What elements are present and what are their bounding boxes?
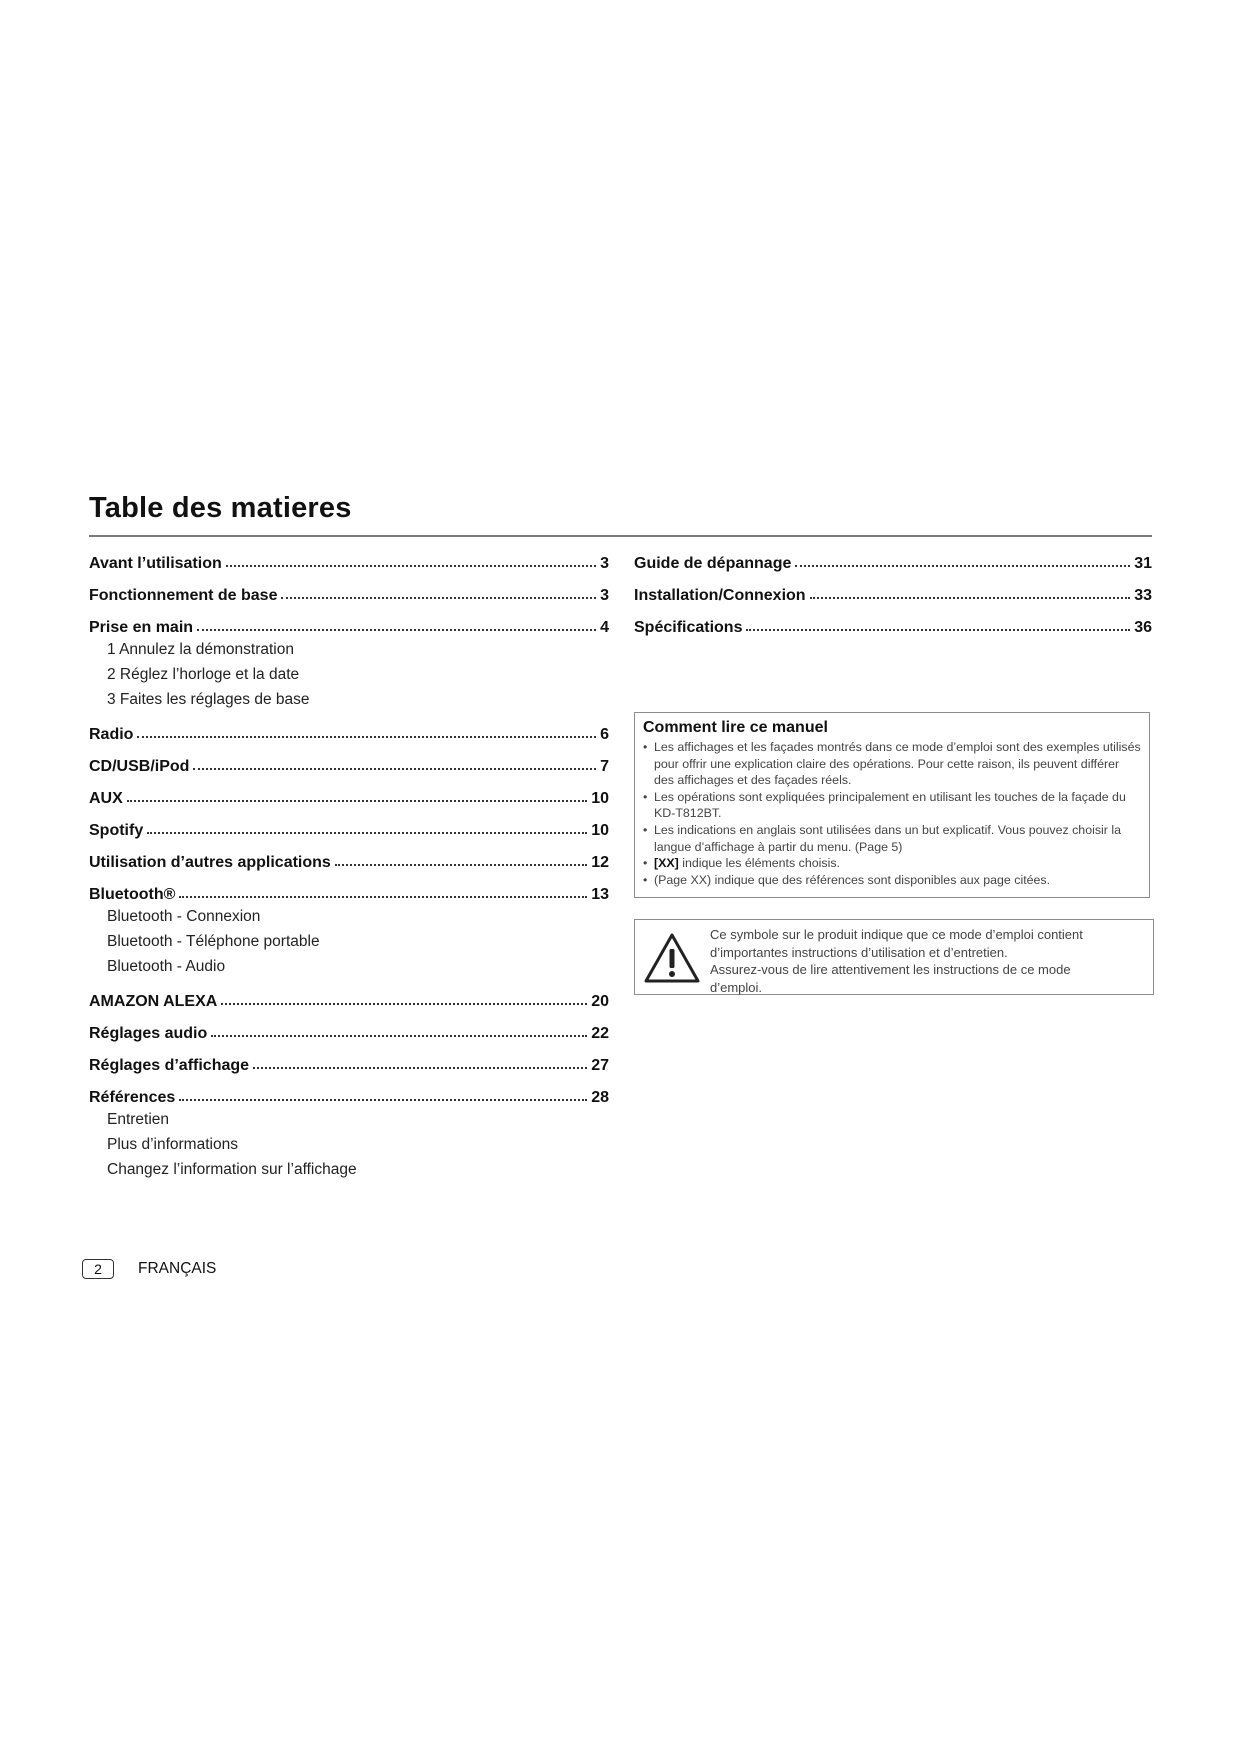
how-to-read-item: • Les opérations sont expliquées principalement en utilisant les touches de la façade du KD-T812BT. — [643, 789, 1141, 822]
toc-leader-dots — [281, 597, 596, 599]
toc-entry-page: 13 — [591, 886, 609, 903]
warning-line: Assurez-vous de lire attentivement les instructions de ce mode — [710, 962, 1071, 977]
toc-entry-page: 10 — [591, 790, 609, 807]
toc-leader-dots — [147, 832, 587, 834]
toc-leader-dots — [193, 768, 596, 770]
toc-entry-title: Spécifications — [634, 619, 743, 636]
toc-entry-title: Radio — [89, 726, 134, 743]
toc-leader-dots — [795, 565, 1130, 567]
toc-entry-title: Références — [89, 1089, 176, 1106]
toc-right-column — [634, 541, 1152, 637]
toc-entry-page: 20 — [591, 993, 609, 1010]
warning-line: d’emploi. — [710, 979, 763, 995]
toc-entry-page: 4 — [600, 619, 609, 636]
warning-box — [634, 919, 1154, 995]
toc-entry-title: Bluetooth® — [89, 886, 176, 903]
toc-left-column — [89, 541, 609, 1182]
toc-leader-dots — [179, 1099, 587, 1101]
toc-subsection-item[interactable]: Bluetooth - Audio — [107, 958, 226, 975]
toc-entry-page: 7 — [600, 758, 609, 775]
page-title: Table des matieres — [89, 492, 352, 524]
title-rule — [89, 535, 1152, 537]
toc-entry-page: 6 — [600, 726, 609, 743]
how-to-read-list — [643, 739, 1141, 888]
toc-subsection-list — [89, 1107, 609, 1182]
toc-entry-title: Spotify — [89, 822, 144, 839]
warning-triangle-icon — [643, 932, 701, 984]
toc-entry-page: 10 — [591, 822, 609, 839]
toc-entry-title: CD/USB/iPod — [89, 758, 190, 775]
toc-entry-avant-l-utilisation[interactable] — [89, 541, 609, 573]
selected-item-marker: [XX] — [654, 856, 679, 871]
toc-entry-page: 3 — [600, 587, 609, 604]
toc-entry-specifications[interactable] — [634, 605, 1152, 637]
toc-leader-dots — [226, 565, 596, 567]
toc-entry-radio[interactable] — [89, 712, 609, 744]
toc-subsection-item[interactable]: Bluetooth - Connexion — [107, 908, 261, 925]
toc-subsection-list — [89, 904, 609, 979]
toc-leader-dots — [211, 1035, 587, 1037]
toc-entry-page: 27 — [591, 1057, 609, 1074]
toc-entry-page: 33 — [1134, 587, 1152, 604]
toc-subsection-list — [89, 637, 609, 712]
toc-entry-page: 22 — [591, 1025, 609, 1042]
toc-subsection-item[interactable]: Bluetooth - Téléphone portable — [107, 933, 320, 950]
toc-entry-title: AUX — [89, 790, 123, 807]
how-to-read-item: • (Page XX) indique que des références sont disponibles aux page citées. — [643, 872, 1141, 889]
toc-entry-title: Réglages audio — [89, 1025, 208, 1042]
how-to-read-title: Comment lire ce manuel — [643, 719, 828, 736]
toc-entry-bluetooth[interactable] — [89, 872, 609, 904]
toc-entry-cd-usb-ipod[interactable] — [89, 744, 609, 776]
toc-entry-page: 31 — [1134, 555, 1152, 572]
toc-entry-page: 3 — [600, 555, 609, 572]
how-to-read-box — [634, 712, 1150, 898]
toc-entry-reglages-audio[interactable] — [89, 1011, 609, 1043]
warning-line: Ce symbole sur le produit indique que ce mode d’emploi contient — [710, 927, 1083, 942]
toc-entry-title: Guide de dépannage — [634, 555, 792, 572]
toc-entry-page: 12 — [591, 854, 609, 871]
toc-entry-title: Installation/Connexion — [634, 587, 806, 604]
warning-line: d’importantes instructions d’utilisation et d’entretien. — [710, 944, 1008, 960]
toc-subsection-item[interactable]: 2 Réglez l’horloge et la date — [107, 666, 300, 683]
toc-leader-dots — [197, 629, 596, 631]
page-footer — [82, 1258, 216, 1280]
toc-leader-dots — [335, 864, 587, 866]
toc-subsection-item[interactable]: 1 Annulez la démonstration — [107, 641, 294, 658]
toc-entry-prise-en-main[interactable] — [89, 605, 609, 637]
language-label: FRANÇAIS — [138, 1260, 217, 1277]
toc-leader-dots — [179, 896, 587, 898]
toc-subsection-item[interactable]: Changez l’information sur l’affichage — [107, 1161, 357, 1178]
toc-entry-title: Fonctionnement de base — [89, 587, 278, 604]
toc-entry-reglages-d-affichage[interactable] — [89, 1043, 609, 1075]
toc-leader-dots — [137, 736, 596, 738]
toc-entry-title: AMAZON ALEXA — [89, 993, 218, 1010]
toc-entry-references[interactable] — [89, 1075, 609, 1107]
toc-entry-title: Utilisation d’autres applications — [89, 854, 331, 871]
toc-leader-dots — [810, 597, 1131, 599]
toc-entry-title: Réglages d’affichage — [89, 1057, 250, 1074]
toc-entry-title: Prise en main — [89, 619, 194, 636]
toc-entry-spotify[interactable] — [89, 808, 609, 840]
toc-entry-guide-de-depannage[interactable] — [634, 541, 1152, 573]
toc-entry-amazon-alexa[interactable] — [89, 979, 609, 1011]
toc-subsection-item[interactable]: 3 Faites les réglages de base — [107, 691, 310, 708]
toc-subsection-item[interactable]: Plus d’informations — [107, 1136, 238, 1153]
toc-entry-page: 28 — [591, 1089, 609, 1106]
how-to-read-item-text: indique les éléments choisis. — [682, 856, 840, 871]
toc-entry-utilisation-d-autres-applications[interactable] — [89, 840, 609, 872]
toc-entry-page: 36 — [1134, 619, 1152, 636]
toc-entry-aux[interactable] — [89, 776, 609, 808]
how-to-read-item — [643, 855, 1141, 872]
how-to-read-item: • Les affichages et les façades montrés dans ce mode d’emploi sont des exemples utilisés pour offrir une explication claire des opérations. Pour cette raison, ils peuvent différer des affichages et des façades réels. — [643, 739, 1141, 789]
toc-entry-fonctionnement-de-base[interactable] — [89, 573, 609, 605]
toc-leader-dots — [746, 629, 1130, 631]
toc-leader-dots — [221, 1003, 587, 1005]
toc-entry-installation-connexion[interactable] — [634, 573, 1152, 605]
toc-subsection-item[interactable]: Entretien — [107, 1111, 170, 1128]
toc-entry-title: Avant l’utilisation — [89, 555, 222, 572]
warning-text — [710, 926, 1143, 996]
toc-leader-dots — [127, 800, 587, 802]
toc-leader-dots — [253, 1067, 587, 1069]
page-number: 2 — [82, 1259, 114, 1279]
how-to-read-item: • Les indications en anglais sont utilisées dans un but explicatif. Vous pouvez choisir la langue d’affichage à partir du menu. (Page 5) — [643, 822, 1141, 855]
